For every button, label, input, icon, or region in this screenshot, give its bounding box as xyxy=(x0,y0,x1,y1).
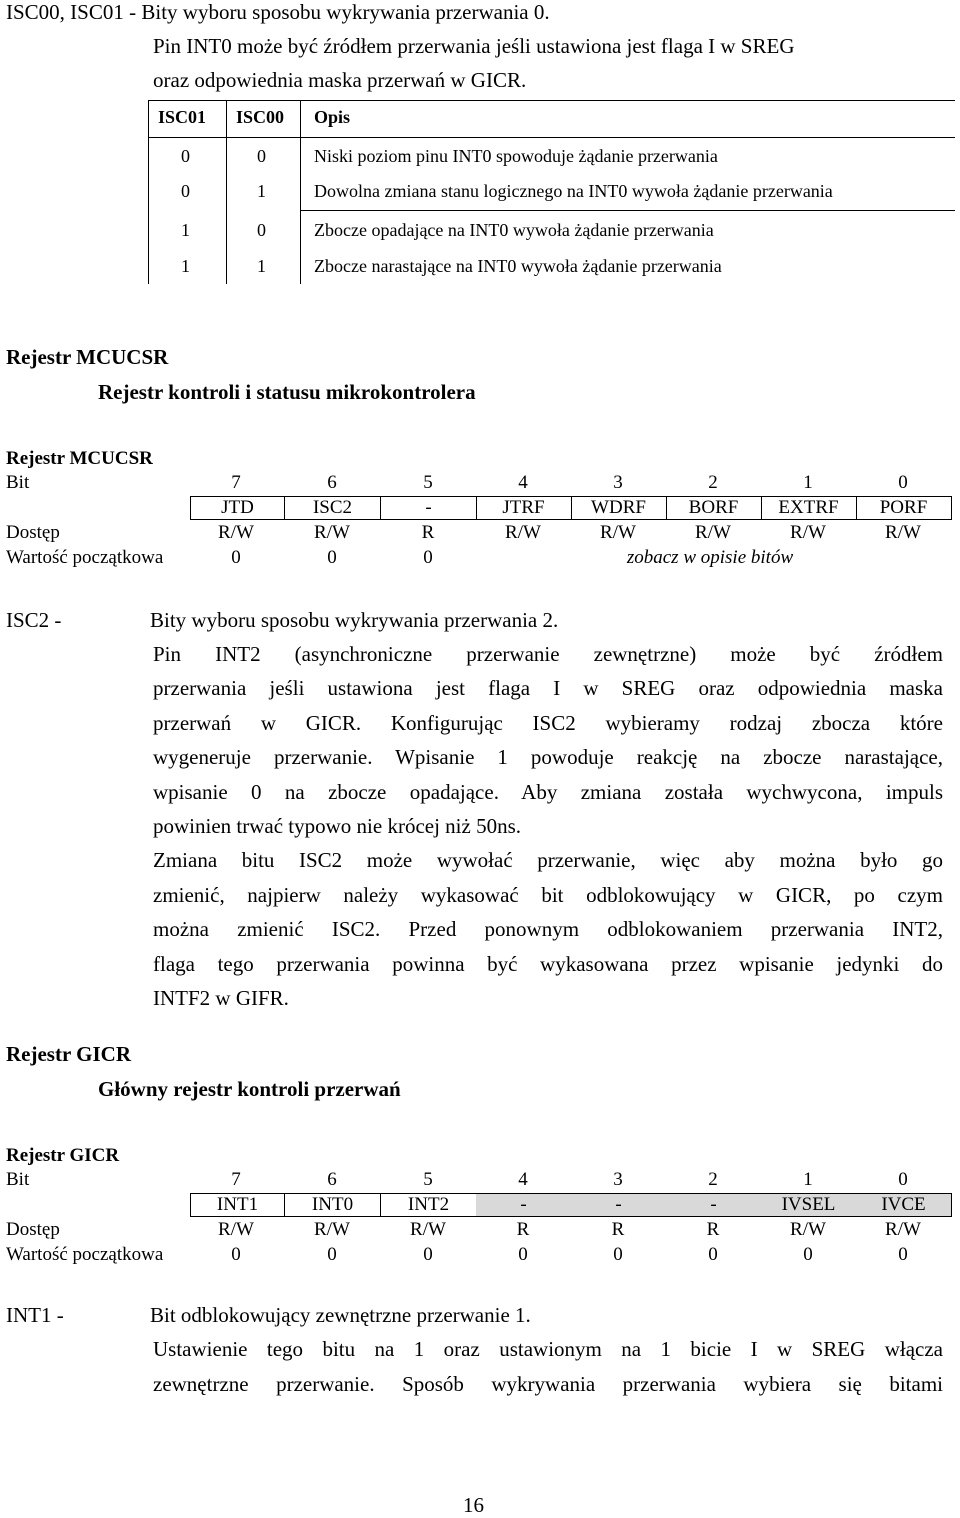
isc2-line-8: zmienić, najpierw należy wykasować bit odblokowujący w GICR, po czym xyxy=(153,882,943,907)
gicr-bit-6: 6 xyxy=(327,1169,337,1190)
mcucsr-access-label: Dostęp xyxy=(6,522,60,543)
mcucsr-bit-name-5: - xyxy=(381,496,477,520)
mcucsr-initial-7: 0 xyxy=(231,547,241,568)
gicr-access-5: R/W xyxy=(410,1219,446,1240)
mcucsr-bit-2: 2 xyxy=(708,472,718,493)
gicr-bit-7: 7 xyxy=(231,1169,241,1190)
mcucsr-subheading: Rejestr kontroli i statusu mikrokontrolera xyxy=(98,380,476,404)
mcucsr-initial-5: 0 xyxy=(423,547,433,568)
gicr-bit-name-3: - xyxy=(571,1193,667,1217)
mcucsr-access-4: R/W xyxy=(505,522,541,543)
page-number: 16 xyxy=(463,1493,484,1517)
isc-row-1-isc00: 0 xyxy=(257,146,266,166)
gicr-initial-0: 0 xyxy=(898,1244,908,1265)
gicr-bit-2: 2 xyxy=(708,1169,718,1190)
gicr-initial-label: Wartość początkowa xyxy=(6,1244,164,1265)
gicr-bit-name-7: INT1 xyxy=(190,1193,285,1217)
gicr-access-3: R xyxy=(611,1219,625,1240)
isc2-line-5: wpisanie 0 na zbocze opadające. Aby zmiana została wychwycona, impuls xyxy=(153,779,943,804)
gicr-initial-7: 0 xyxy=(231,1244,241,1265)
mcucsr-initial-note: zobacz w opisie bitów xyxy=(626,547,794,568)
mcucsr-bit-5: 5 xyxy=(423,472,433,493)
mcucsr-register-title: Rejestr MCUCSR xyxy=(6,448,153,469)
int1-label: INT1 - xyxy=(6,1303,64,1327)
gicr-bit-3: 3 xyxy=(613,1169,623,1190)
gicr-bit-0: 0 xyxy=(898,1169,908,1190)
mcucsr-access-7: R/W xyxy=(218,522,254,543)
gicr-access-0: R/W xyxy=(885,1219,921,1240)
mcucsr-access-0: R/W xyxy=(885,522,921,543)
mcucsr-bit-0: 0 xyxy=(898,472,908,493)
isc2-title: Bity wyboru sposobu wykrywania przerwania 2. xyxy=(150,608,559,632)
mcucsr-bit-1: 1 xyxy=(803,472,813,493)
gicr-initial-4: 0 xyxy=(518,1244,528,1265)
mcucsr-access-1: R/W xyxy=(790,522,826,543)
mcucsr-bit-name-0: PORF xyxy=(856,496,952,520)
mcucsr-bit-name-7: JTD xyxy=(190,496,285,520)
mcucsr-initial-label: Wartość początkowa xyxy=(6,547,164,568)
gicr-initial-6: 0 xyxy=(327,1244,337,1265)
gicr-access-2: R xyxy=(706,1219,720,1240)
isc-header-isc00: ISC00 xyxy=(236,107,285,127)
gicr-bit-name-1: IVSEL xyxy=(761,1193,857,1217)
isc-row-2-isc01: 0 xyxy=(181,181,190,201)
mcucsr-bit-4: 4 xyxy=(518,472,528,493)
isc-header-isc01: ISC01 xyxy=(158,107,207,127)
isc-header-opis: Opis xyxy=(314,107,351,127)
mcucsr-bit-name-1: EXTRF xyxy=(761,496,857,520)
gicr-bit-label: Bit xyxy=(6,1169,30,1190)
isc-row-3-desc: Zbocze opadające na INT0 wywoła żądanie przerwania xyxy=(314,220,714,240)
mcucsr-bit-name-3: WDRF xyxy=(571,496,667,520)
isc2-line-6: powinien trwać typowo nie krócej niż 50ns. xyxy=(153,814,521,838)
isc2-line-4: wygeneruje przerwanie. Wpisanie 1 powoduje reakcję na zbocze narastające, xyxy=(153,745,943,770)
int1-line-1: Ustawienie tego bitu na 1 oraz ustawionym na 1 bicie I w SREG włącza xyxy=(153,1337,943,1361)
isc-row-4-isc01: 1 xyxy=(181,256,190,276)
gicr-initial-3: 0 xyxy=(613,1244,623,1265)
mcucsr-bit-name-6: ISC2 xyxy=(285,496,381,520)
isc-row-4-desc: Zbocze narastające na INT0 wywoła żądanie przerwania xyxy=(314,256,722,276)
mcucsr-bit-3: 3 xyxy=(613,472,623,493)
isc2-label: ISC2 - xyxy=(6,608,62,632)
isc0-title: ISC00, ISC01 - Bity wyboru sposobu wykrywania przerwania 0. xyxy=(6,0,550,24)
isc-row-1-isc01: 0 xyxy=(181,146,190,166)
mcucsr-access-5: R xyxy=(421,522,435,543)
isc2-line-11: INTF2 w GIFR. xyxy=(153,986,289,1010)
isc2-line-10: flaga tego przerwania powinna być wykasowana przez wpisanie jedynki do xyxy=(153,951,943,976)
gicr-bit-name-5: INT2 xyxy=(381,1193,477,1217)
gicr-bit-name-4: - xyxy=(476,1193,572,1217)
mcucsr-bit-name-2: BORF xyxy=(666,496,762,520)
gicr-bit-5: 5 xyxy=(423,1169,433,1190)
gicr-initial-1: 0 xyxy=(803,1244,813,1265)
gicr-initial-5: 0 xyxy=(423,1244,433,1265)
isc-row-1-desc: Niski poziom pinu INT0 spowoduje żądanie przerwania xyxy=(314,146,718,166)
gicr-access-label: Dostęp xyxy=(6,1219,60,1240)
isc0-text-line-2: oraz odpowiednia maska przerwań w GICR. xyxy=(153,68,527,92)
mcucsr-access-2: R/W xyxy=(695,522,731,543)
isc-row-4-isc00: 1 xyxy=(257,256,266,276)
gicr-access-7: R/W xyxy=(218,1219,254,1240)
gicr-heading: Rejestr GICR xyxy=(6,1042,131,1066)
gicr-bit-name-6: INT0 xyxy=(285,1193,381,1217)
mcucsr-bit-name-4: JTRF xyxy=(476,496,572,520)
mcucsr-bit-label: Bit xyxy=(6,472,30,493)
isc2-line-2: przerwania jeśli ustawiona jest flaga I w SREG oraz odpowiednia maska xyxy=(153,676,943,701)
isc2-line-1: Pin INT2 (asynchroniczne przerwanie zewnętrzne) może być źródłem xyxy=(153,642,943,666)
isc-row-3-isc00: 0 xyxy=(257,220,266,240)
isc2-line-3: przerwań w GICR. Konfigurując ISC2 wybieramy rodzaj zbocza które xyxy=(153,710,943,735)
mcucsr-initial-6: 0 xyxy=(327,547,337,568)
gicr-access-4: R xyxy=(516,1219,530,1240)
gicr-bit-name-0: IVCE xyxy=(856,1193,952,1217)
mcucsr-bit-6: 6 xyxy=(327,472,337,493)
isc2-line-7: Zmiana bitu ISC2 może wywołać przerwanie, więc aby można było go xyxy=(153,848,943,873)
gicr-register-title: Rejestr GICR xyxy=(6,1145,120,1166)
gicr-bit-1: 1 xyxy=(803,1169,813,1190)
isc2-line-9: można zmienić ISC2. Przed ponownym odblokowaniem przerwania INT2, xyxy=(153,917,943,942)
gicr-access-6: R/W xyxy=(314,1219,350,1240)
mcucsr-access-3: R/W xyxy=(600,522,636,543)
gicr-access-1: R/W xyxy=(790,1219,826,1240)
gicr-bit-name-2: - xyxy=(666,1193,762,1217)
gicr-initial-2: 0 xyxy=(708,1244,718,1265)
isc-row-2-isc00: 1 xyxy=(257,181,266,201)
isc-row-3-isc01: 1 xyxy=(181,220,190,240)
int1-line-2: zewnętrzne przerwanie. Sposób wykrywania przerwania wybiera się bitami xyxy=(153,1372,943,1396)
int1-title: Bit odblokowujący zewnętrzne przerwanie 1. xyxy=(150,1303,531,1327)
gicr-subheading: Główny rejestr kontroli przerwań xyxy=(98,1077,401,1101)
isc-row-2-desc: Dowolna zmiana stanu logicznego na INT0 wywoła żądanie przerwania xyxy=(314,181,833,201)
mcucsr-bit-7: 7 xyxy=(231,472,241,493)
mcucsr-heading: Rejestr MCUCSR xyxy=(6,345,169,369)
isc0-text-line-1: Pin INT0 może być źródłem przerwania jeśli ustawiona jest flaga I w SREG xyxy=(153,34,795,58)
gicr-bit-4: 4 xyxy=(518,1169,528,1190)
mcucsr-access-6: R/W xyxy=(314,522,350,543)
